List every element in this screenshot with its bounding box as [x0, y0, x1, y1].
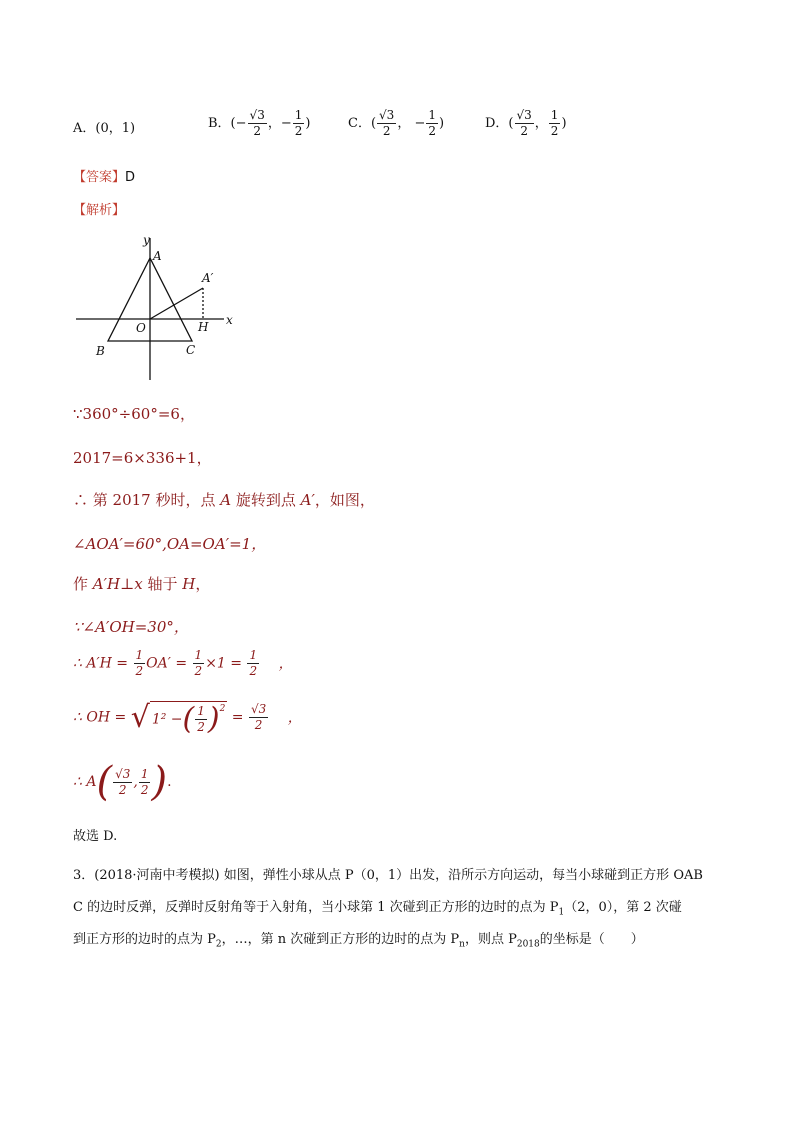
option-c [348, 108, 444, 139]
option-d-num2: 1 [550, 108, 559, 122]
paren-close: ) [207, 701, 220, 736]
problem-3-line-3-sub2: n [459, 939, 465, 950]
solution-line-8 [73, 700, 302, 735]
paren-open-9: ( [96, 759, 113, 805]
solution-line-9-n1: √3 [115, 766, 131, 781]
problem-3-line-3-a: 到正方形的边时的点为 P [73, 932, 216, 947]
problem-3-line-2 [73, 896, 682, 925]
answer-label: 【答案】 [73, 170, 126, 185]
option-c-den2: 2 [428, 124, 437, 138]
option-d-sep: ， [534, 116, 548, 131]
solution-line-5-b: A′H⊥x [92, 575, 143, 593]
solution-line-10: 故选 D. [73, 829, 118, 844]
option-b-frac1 [248, 108, 267, 139]
problem-3-line-1: 3．(2018·河南中考模拟) 如图，弹性小球从点 P（0，1）出发，沿所示方向运动，每当小球碰到正方形 OAB [73, 868, 703, 883]
option-b [208, 108, 310, 139]
problem-3-line-3-d: 的坐标是（ ） [539, 932, 644, 947]
option-b-sign2: − [280, 116, 292, 131]
solution-line-7-frac3 [247, 648, 259, 679]
solution-line-7-frac3-n: 1 [249, 648, 258, 662]
label-x: x [226, 313, 233, 327]
solution-line-5-d: H [182, 575, 196, 593]
solution-line-8-res-n: √3 [250, 702, 267, 716]
solution-line-2: 2017=6×336+1， [73, 449, 212, 467]
solution-line-7-frac2 [193, 648, 205, 679]
solution-line-7-frac1-n: 1 [135, 648, 144, 662]
paren-close-9: ) [151, 759, 168, 805]
option-b-den1: 2 [253, 124, 261, 138]
paren-open: ( [182, 701, 195, 736]
solution-line-8-frac-d: 2 [197, 719, 205, 734]
option-d-frac1 [515, 108, 534, 139]
solution-line-4: ∠AOA′=60°,OA=OA′=1， [73, 535, 267, 553]
option-d-close: ) [561, 116, 567, 131]
solution-line-9-n2: 1 [140, 766, 149, 781]
solution-line-7-mid: OA′ = [146, 655, 188, 672]
solution-line-3-e: ，如图， [314, 491, 375, 509]
label-c: C [186, 343, 196, 357]
option-c-prefix: C．( [348, 116, 377, 131]
option-b-num2: 1 [294, 108, 303, 122]
solution-line-7-frac1 [134, 648, 146, 679]
option-b-sign1: − [235, 116, 247, 131]
solution-line-9-sep: , [133, 774, 138, 790]
problem-3-line-3 [73, 928, 644, 957]
option-d-num1: √3 [516, 108, 532, 122]
option-d [485, 108, 567, 139]
solution-line-5 [73, 573, 210, 594]
solution-line-8-inner: 1² − [151, 711, 183, 727]
solution-line-7-times: ×1 = [205, 655, 243, 672]
problem-3-line-3-c: ，则点 P [464, 932, 517, 947]
option-b-prefix: B．( [208, 116, 236, 131]
problem-3-line-2-a: C 的边时反弹，反弹时反射角等于入射角，当小球第 1 次碰到正方形的边时的点为 P [73, 900, 559, 915]
problem-3-line-3-sub1: 2 [215, 939, 222, 950]
option-c-num2: 1 [428, 108, 437, 122]
solution-line-3-c: 旋转到点 [231, 491, 301, 509]
solution-line-8-radicand [150, 701, 228, 735]
option-c-frac1 [377, 108, 396, 139]
solution-line-9-d1: 2 [118, 782, 127, 797]
solution-line-7-end: ， [278, 655, 293, 672]
option-a-prefix: A． [73, 121, 96, 136]
answer-value: D [125, 170, 136, 185]
segment-oa-prime [150, 288, 203, 319]
solution-line-8-result [249, 702, 268, 733]
solution-line-7-lhs: ∴ A′H = [73, 655, 129, 672]
solution-line-5-e: ， [195, 575, 211, 593]
solution-line-8-end: ， [287, 709, 302, 726]
answer-line [73, 166, 135, 185]
option-c-sep: ， [397, 116, 411, 131]
option-b-frac2 [293, 108, 305, 139]
solution-line-8-frac-n: 1 [197, 703, 205, 718]
solution-line-8-frac [195, 704, 207, 735]
solution-line-8-eq: = [231, 709, 244, 726]
solution-line-9-frac1 [113, 767, 132, 798]
solution-line-3-d: A′ [300, 491, 315, 509]
option-a [73, 117, 135, 136]
option-c-num1: √3 [379, 108, 395, 122]
solution-line-3-a: ∴ 第 2017 秒时，点 [73, 491, 221, 509]
option-c-close: ) [439, 116, 445, 131]
solution-line-8-sq: 2 [219, 703, 226, 714]
solution-line-7-frac3-d: 2 [249, 664, 258, 678]
problem-3-line-3-sub3: 2018 [516, 939, 540, 950]
solution-line-5-c: 轴于 [142, 575, 183, 593]
option-d-prefix: D．( [485, 116, 514, 131]
solution-line-3 [73, 489, 375, 510]
option-b-num1: √3 [249, 108, 265, 122]
label-y: y [143, 233, 150, 247]
solution-line-9 [73, 759, 172, 805]
option-b-close: ) [305, 116, 311, 131]
solution-line-8-lhs: ∴ OH = [73, 709, 127, 726]
solution-line-9-frac2 [139, 767, 151, 798]
option-d-den2: 2 [550, 124, 559, 138]
solution-line-9-end: . [167, 774, 172, 790]
label-b: B [96, 344, 105, 358]
solution-line-9-d2: 2 [140, 782, 149, 797]
solution-line-6: ∵∠A′OH=30°， [73, 618, 189, 636]
option-a-value: (0，1) [95, 121, 136, 136]
analysis-label: 【解析】 [73, 203, 126, 218]
solution-line-9-lhs: ∴ A [73, 774, 97, 790]
label-a: A [153, 249, 162, 263]
solution-line-7-frac2-n: 1 [194, 648, 203, 662]
problem-3-line-2-b: （2，0），第 2 次碰 [564, 900, 682, 915]
option-d-frac2 [549, 108, 561, 139]
solution-line-7-frac1-d: 2 [135, 664, 144, 678]
solution-line-7 [73, 648, 293, 679]
option-d-den1: 2 [520, 124, 528, 138]
label-o: O [136, 321, 146, 335]
sqrt-sign: √ [130, 700, 150, 735]
solution-line-8-res-d: 2 [254, 718, 263, 732]
option-b-den2: 2 [294, 124, 303, 138]
option-b-sep: ， [267, 116, 281, 131]
geometry-figure [72, 230, 247, 385]
label-h: H [198, 320, 209, 334]
solution-line-7-frac2-d: 2 [194, 664, 203, 678]
option-c-frac2 [426, 108, 438, 139]
option-c-sign2: − [414, 116, 426, 131]
solution-line-3-b: A [220, 491, 232, 509]
problem-3-line-2-sub: 1 [558, 907, 565, 918]
problem-3-line-3-b: ，…，第 n 次碰到正方形的边时的点为 P [221, 932, 460, 947]
solution-line-5-a: 作 [73, 575, 93, 593]
label-a-prime: A′ [202, 271, 214, 285]
solution-line-1: ∵360°÷60°=6， [73, 405, 195, 423]
option-c-den1: 2 [382, 124, 391, 138]
